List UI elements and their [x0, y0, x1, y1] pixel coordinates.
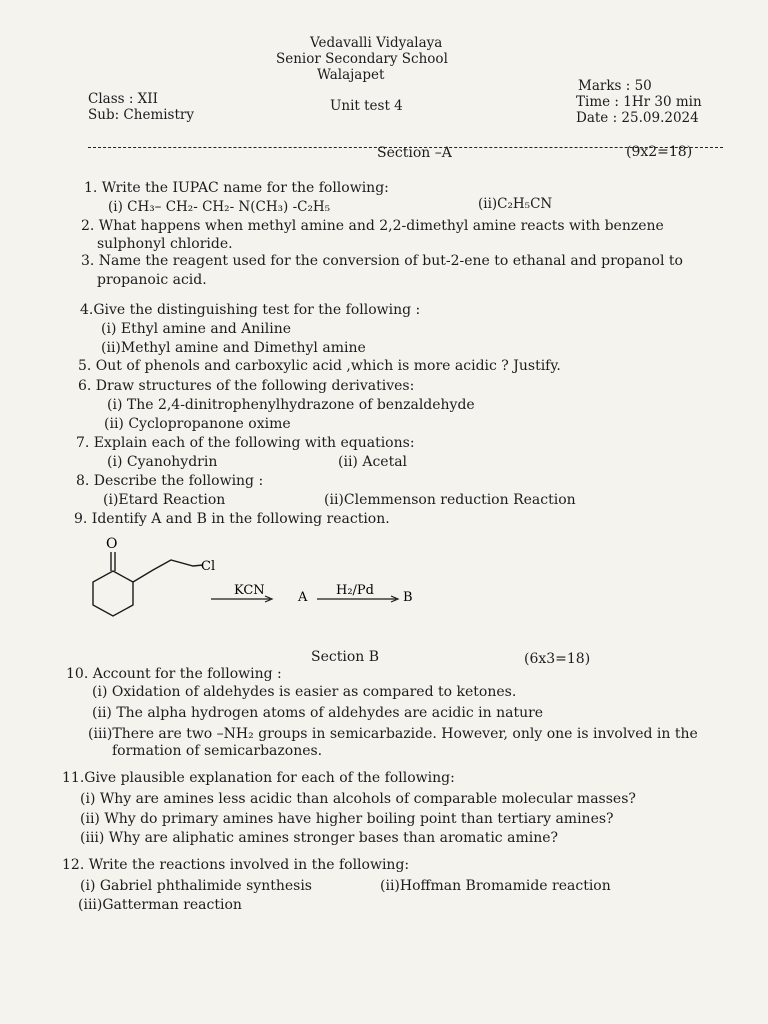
question-6-part-ii: (ii) Cyclopropanone oxime — [104, 416, 291, 432]
question-3-line-1: 3. Name the reagent used for the conversion of but-2-ene to ethanal and propanol to — [81, 253, 683, 269]
question-7-part-ii: (ii) Acetal — [338, 454, 408, 470]
question-2-line-1: 2. What happens when methyl amine and 2,2-dimethyl amine reacts with benzene — [81, 218, 664, 234]
question-4-part-i: (i) Ethyl amine and Aniline — [101, 321, 292, 337]
reaction-scheme — [70, 528, 430, 628]
school-place: Walajapet — [317, 67, 385, 83]
question-12-part-ii: (ii)Hoffman Bromamide reaction — [380, 878, 611, 894]
date-label: Date : 25.09.2024 — [576, 110, 699, 126]
question-10-part-i: (i) Oxidation of aldehydes is easier as compared to ketones. — [92, 684, 517, 700]
question-12: 12. Write the reactions involved in the following: — [62, 857, 410, 873]
question-11-part-iii: (iii) Why are aliphatic amines stronger bases than aromatic amine? — [80, 830, 559, 846]
section-a-marks: (9x2=18) — [626, 144, 693, 160]
question-6: 6. Draw structures of the following derivatives: — [78, 378, 415, 394]
question-10-part-ii: (ii) The alpha hydrogen atoms of aldehydes are acidic in nature — [92, 705, 544, 721]
product-b: B — [403, 590, 413, 605]
question-2-line-2: sulphonyl chloride. — [97, 236, 233, 252]
question-1-part-ii: (ii)C₂H₅CN — [478, 196, 553, 212]
question-4-part-ii: (ii)Methyl amine and Dimethyl amine — [101, 340, 366, 356]
question-8-part-i: (i)Etard Reaction — [103, 492, 226, 508]
time-label: Time : 1Hr 30 min — [576, 94, 702, 110]
school-name: Vedavalli Vidyalaya — [310, 35, 443, 51]
product-a: A — [298, 590, 308, 605]
marks-label: Marks : 50 — [578, 78, 652, 94]
reagent-h2-pd: H₂/Pd — [336, 583, 374, 598]
question-1-part-i: (i) CH₃– CH₂- CH₂- N(CH₃) -C₂H₅ — [108, 199, 331, 215]
cyclohexane-ring — [93, 571, 133, 616]
question-11: 11.Give plausible explanation for each of the following: — [62, 770, 455, 786]
atom-oxygen: O — [106, 536, 118, 552]
section-b-title: Section B — [311, 649, 380, 665]
question-4: 4.Give the distinguishing test for the following : — [80, 302, 421, 318]
question-8: 8. Describe the following : — [76, 473, 264, 489]
chloropropyl-chain — [133, 560, 203, 582]
subject-label: Sub: Chemistry — [88, 107, 194, 123]
atom-chlorine: Cl — [201, 559, 216, 574]
class-label: Class : XII — [88, 91, 158, 107]
question-11-part-ii: (ii) Why do primary amines have higher boiling point than tertiary amines? — [80, 811, 614, 827]
school-type: Senior Secondary School — [276, 51, 448, 67]
cyclohexanone-structure — [93, 552, 203, 616]
reagent-kcn: KCN — [234, 583, 265, 598]
question-3-line-2: propanoic acid. — [97, 272, 207, 288]
question-12-part-iii: (iii)Gatterman reaction — [78, 897, 242, 913]
question-6-part-i: (i) The 2,4-dinitrophenylhydrazone of benzaldehyde — [107, 397, 475, 413]
section-b-marks: (6x3=18) — [524, 651, 591, 667]
question-1: 1. Write the IUPAC name for the following: — [84, 180, 389, 196]
question-11-part-i: (i) Why are amines less acidic than alcohols of comparable molecular masses? — [80, 791, 636, 807]
question-7: 7. Explain each of the following with equations: — [76, 435, 415, 451]
question-10-part-iii: (iii)There are two –NH₂ groups in semicarbazide. However, only one is involved in the — [88, 726, 698, 742]
test-title: Unit test 4 — [330, 98, 403, 114]
section-a-title: Section –A — [377, 145, 452, 161]
question-10: 10. Account for the following : — [66, 666, 282, 682]
question-5: 5. Out of phenols and carboxylic acid ,which is more acidic ? Justify. — [78, 358, 561, 374]
question-8-part-ii: (ii)Clemmenson reduction Reaction — [324, 492, 576, 508]
question-12-part-i: (i) Gabriel phthalimide synthesis — [80, 878, 312, 894]
question-10-part-iii-cont: formation of semicarbazones. — [112, 743, 323, 759]
question-9: 9. Identify A and B in the following reaction. — [74, 511, 390, 527]
question-7-part-i: (i) Cyanohydrin — [107, 454, 218, 470]
